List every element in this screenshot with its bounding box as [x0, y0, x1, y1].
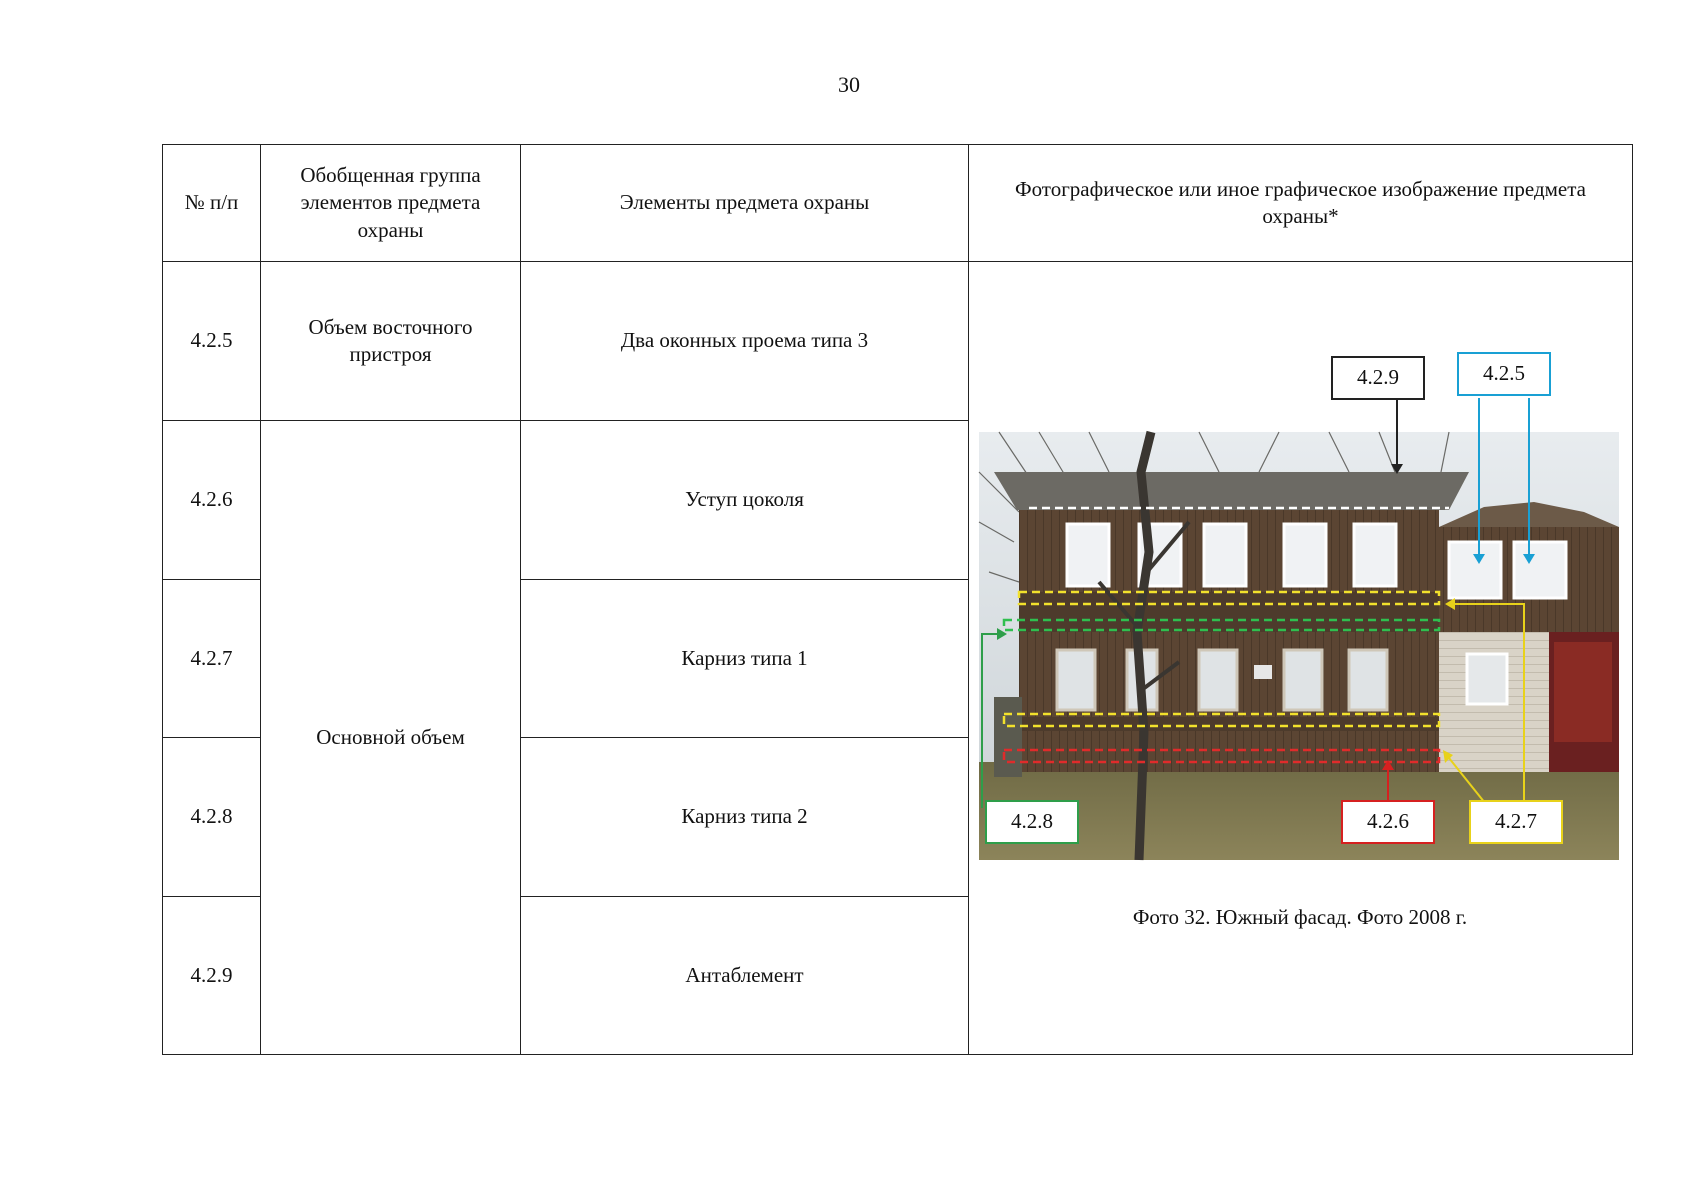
- photo-caption: Фото 32. Южный фасад. Фото 2008 г.: [1132, 905, 1468, 929]
- row-number: 4.2.8: [163, 738, 261, 897]
- row-element: Карниз типа 1: [521, 580, 969, 738]
- row-number: 4.2.7: [163, 580, 261, 738]
- row-number: 4.2.9: [163, 897, 261, 1055]
- row-element: Карниз типа 2: [521, 738, 969, 897]
- page-number: 30: [838, 72, 860, 97]
- row-number: 4.2.5: [163, 262, 261, 421]
- header-group: Обобщенная группа элементов предмета охраны: [261, 145, 521, 262]
- callout-4-2-8: 4.2.8: [985, 800, 1079, 844]
- group-main-volume: Основной объем: [261, 421, 521, 1055]
- callout-4-2-9: 4.2.9: [1331, 356, 1425, 400]
- header-number: № п/п: [163, 145, 261, 262]
- row-element: Уступ цоколя: [521, 421, 969, 580]
- photo-figure: [969, 264, 1631, 1052]
- photo-cell: [969, 262, 1633, 1055]
- row-element: Два оконных проема типа 3: [521, 262, 969, 421]
- header-elements: Элементы предмета охраны: [521, 145, 969, 262]
- callout-4-2-5: 4.2.5: [1457, 352, 1551, 396]
- callout-4-2-6: 4.2.6: [1341, 800, 1435, 844]
- row-element: Антаблемент: [521, 897, 969, 1055]
- table-row: [163, 262, 1633, 421]
- callout-4-2-7: 4.2.7: [1469, 800, 1563, 844]
- group-east-annex: Объем восточного пристроя: [261, 262, 521, 421]
- row-number: 4.2.6: [163, 421, 261, 580]
- protection-elements-table: [162, 144, 1633, 1055]
- header-image: Фотографическое или иное графическое изображение предмета охраны*: [969, 145, 1633, 262]
- table-header-row: [163, 145, 1633, 262]
